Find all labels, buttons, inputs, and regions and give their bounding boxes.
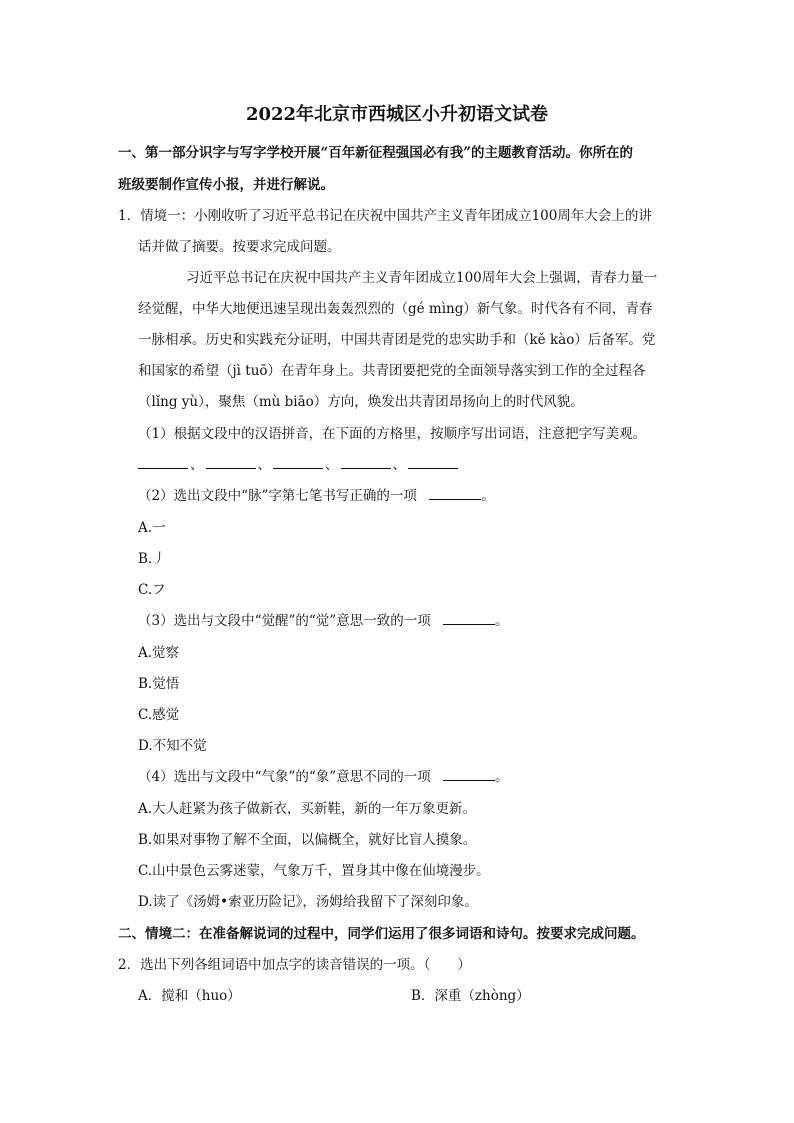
q1-sub3-prompt <box>138 611 509 631</box>
sub2-option-a: A.一 <box>138 520 166 536</box>
blank-separator: 、 <box>257 457 271 473</box>
answer-blank-1[interactable] <box>138 456 188 469</box>
sub2-answer-blank[interactable] <box>429 487 481 500</box>
passage-line-2: 经觉醒，中华大地便迅速呈现出轰轰烈烈的（gé mìng）新气象。时代各有不同，青春 <box>138 301 653 317</box>
q1-sub1-prompt: （1）根据文段中的汉语拼音，在下面的方格里，按顺序写出词语，注意把字写美观。 <box>138 426 647 442</box>
sub4-end-mark: 。 <box>495 769 509 785</box>
answer-blank-5[interactable] <box>408 456 458 469</box>
sub3-option-a: A.觉察 <box>138 645 180 661</box>
sub4-prompt-text: （4）选出与文段中“气象”的“象”意思不同的一项 <box>138 769 431 785</box>
passage-line-4: 和国家的希望（jì tuō）在青年身上。共青团要把党的全面领导落实到工作的全过程各 <box>138 363 646 379</box>
passage-line-5: （lǐng yù），聚焦（mù biāo）方向，焕发出共青团昂扬向上的时代风貌。 <box>138 394 584 410</box>
q1-sub1-answer-blanks <box>138 455 458 475</box>
sub4-option-b: B.如果对事物了解不全面，以偏概全，就好比盲人摸象。 <box>138 832 477 848</box>
blank-separator: 、 <box>190 457 204 473</box>
q1-intro-line1: 1．情境一：小刚收听了习近平总书记在庆祝中国共产主义青年团成立100周年大会上的讲 <box>118 208 652 224</box>
sub2-option-c: C.フ <box>138 582 166 598</box>
sub4-option-a: A.大人赶紧为孩子做新衣，买新鞋，新的一年万象更新。 <box>138 801 477 817</box>
q1-intro-line2: 话并做了摘要。按要求完成问题。 <box>138 239 341 255</box>
q2-prompt: 2．选出下列各组词语中加点字的读音错误的一项。（ ） <box>118 957 471 973</box>
passage-line-1: 习近平总书记在庆祝中国共产主义青年团成立100周年大会上强调，青春力量一 <box>186 270 658 286</box>
part2-heading: 二、情境二：在准备解说词的过程中，同学们运用了很多词语和诗句。按要求完成问题。 <box>118 926 645 942</box>
answer-blank-3[interactable] <box>273 456 323 469</box>
sub4-option-d: D.读了《汤姆•索亚历险记》，汤姆给我留下了深刻印象。 <box>138 894 478 910</box>
blank-separator: 、 <box>392 457 406 473</box>
answer-blank-4[interactable] <box>341 456 391 469</box>
part1-heading-line2: 班级要制作宣传小报，并进行解说。 <box>118 177 334 193</box>
q1-sub4-prompt <box>138 767 509 787</box>
q2-option-b: B．深重（zhòng） <box>411 988 530 1004</box>
sub2-option-b: B.丿 <box>138 551 166 567</box>
exam-title: 2022年北京市西城区小升初语文试卷 <box>245 104 549 125</box>
sub3-option-c: C.感觉 <box>138 707 180 723</box>
sub3-end-mark: 。 <box>495 613 509 629</box>
sub4-answer-blank[interactable] <box>443 768 495 781</box>
sub2-end-mark: 。 <box>481 488 495 504</box>
sub3-option-b: B.觉悟 <box>138 676 180 692</box>
sub3-answer-blank[interactable] <box>443 612 495 625</box>
sub3-prompt-text: （3）选出与文段中“觉醒”的“觉”意思一致的一项 <box>138 613 431 629</box>
blank-separator: 、 <box>325 457 339 473</box>
answer-blank-2[interactable] <box>206 456 256 469</box>
sub2-prompt-text: （2）选出文段中“脉”字第七笔书写正确的一项 <box>138 488 417 504</box>
passage-line-3: 一脉相承。历史和实践充分证明，中国共青团是党的忠实助手和（kě kào）后备军。党 <box>138 332 656 348</box>
sub3-option-d: D.不知不觉 <box>138 738 207 754</box>
part1-heading-line1: 一、第一部分识字与写字学校开展“百年新征程强国必有我”的主题教育活动。你所在的 <box>118 145 634 161</box>
sub4-option-c: C.山中景色云雾迷蒙，气象万千，置身其中像在仙境漫步。 <box>138 863 490 879</box>
q2-option-a: A．搅和（huo） <box>138 988 241 1004</box>
q1-sub2-prompt <box>138 486 495 506</box>
